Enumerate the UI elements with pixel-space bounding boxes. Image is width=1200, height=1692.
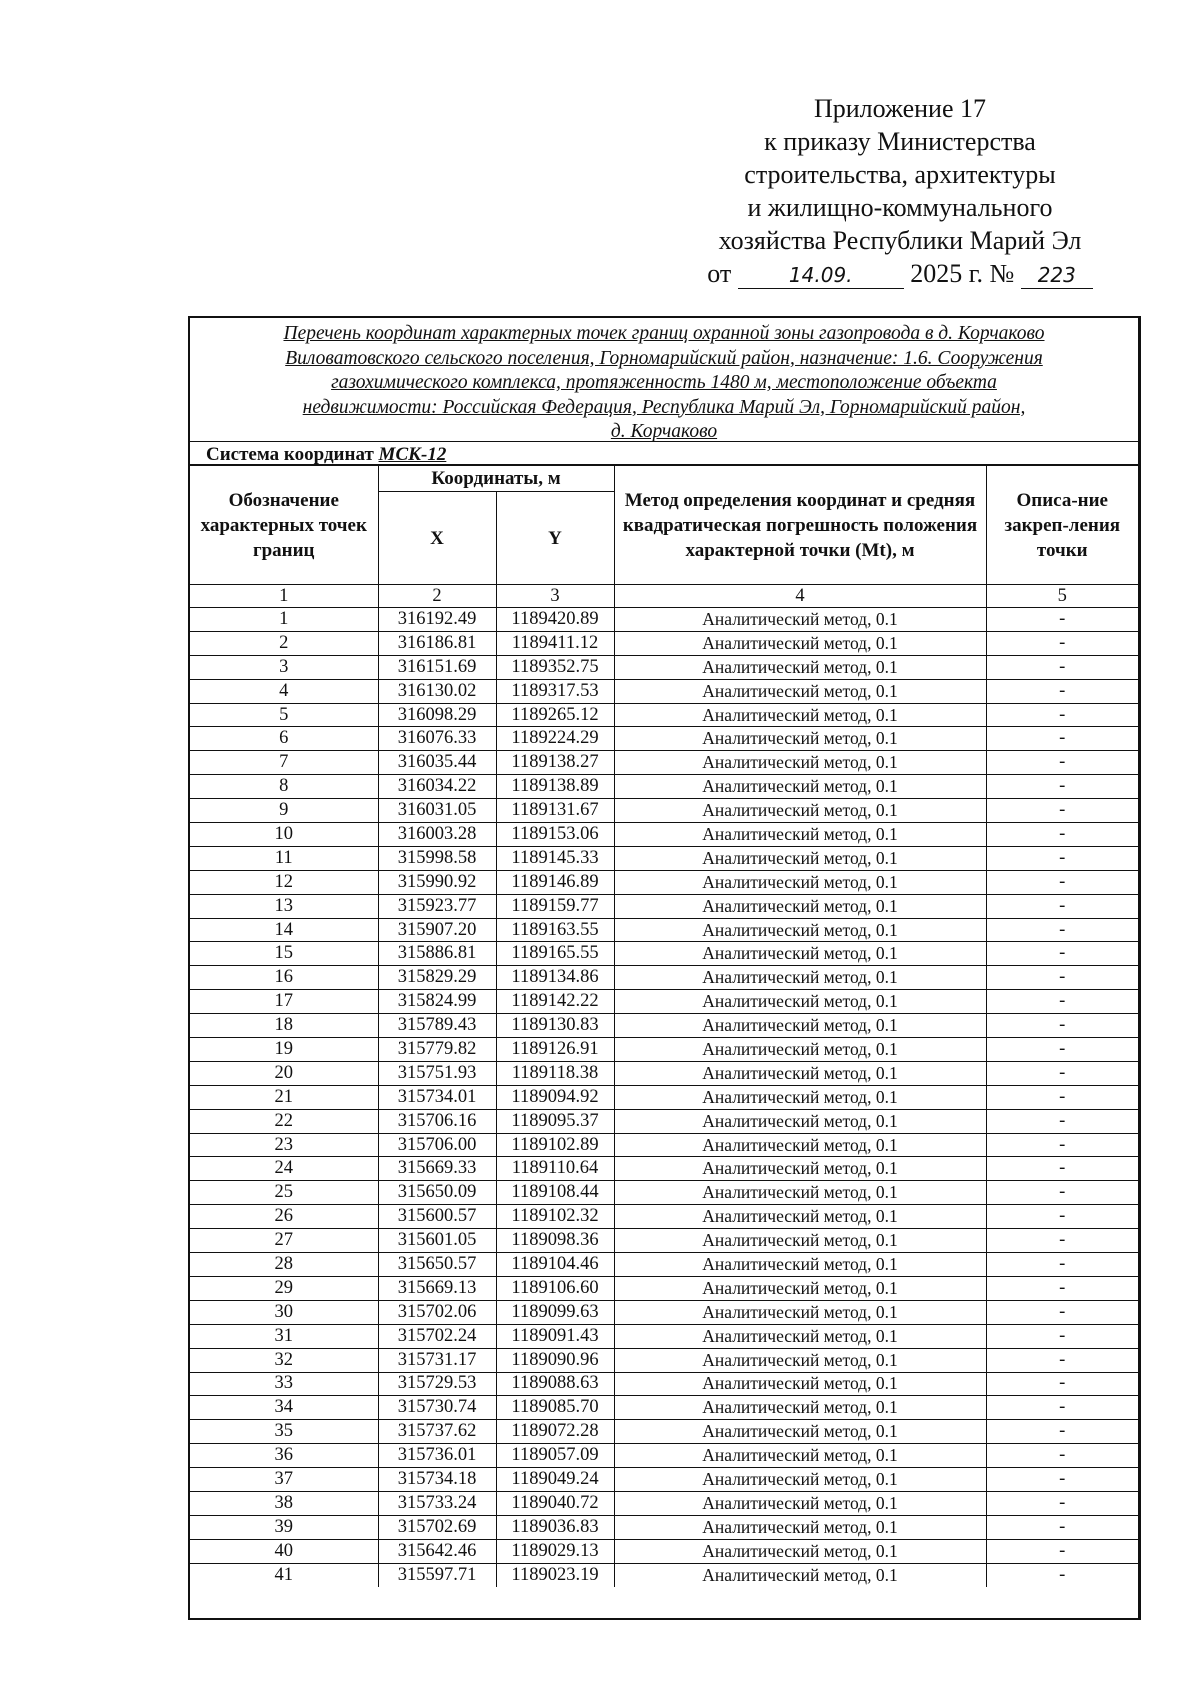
coordinates-table (190, 465, 1138, 1587)
description-cell: - (986, 966, 1138, 990)
y-coordinate: 1189095.37 (496, 1109, 614, 1133)
y-coordinate: 1189134.86 (496, 966, 614, 990)
table-row (190, 751, 1138, 775)
x-coordinate: 315702.69 (378, 1515, 496, 1539)
table-row (190, 966, 1138, 990)
header-line-order: к приказу Министерства (764, 127, 1036, 156)
point-number: 34 (190, 1396, 378, 1420)
point-number: 31 (190, 1324, 378, 1348)
y-coordinate: 1189146.89 (496, 870, 614, 894)
point-number: 32 (190, 1348, 378, 1372)
method-cell: Аналитический метод, 0.1 (614, 1420, 986, 1444)
method-cell: Аналитический метод, 0.1 (614, 894, 986, 918)
description-cell: - (986, 631, 1138, 655)
description-cell: - (986, 1396, 1138, 1420)
table-row (190, 1491, 1138, 1515)
point-number: 4 (190, 679, 378, 703)
y-coordinate: 1189411.12 (496, 631, 614, 655)
description-cell: - (986, 1109, 1138, 1133)
method-cell: Аналитический метод, 0.1 (614, 942, 986, 966)
table-row (190, 1061, 1138, 1085)
method-cell: Аналитический метод, 0.1 (614, 846, 986, 870)
x-coordinate: 315907.20 (378, 918, 496, 942)
description-cell: - (986, 751, 1138, 775)
table-row (190, 990, 1138, 1014)
method-cell: Аналитический метод, 0.1 (614, 751, 986, 775)
description-cell: - (986, 799, 1138, 823)
table-row (190, 655, 1138, 679)
description-cell: - (986, 1444, 1138, 1468)
description-cell: - (986, 1253, 1138, 1277)
y-coordinate: 1189072.28 (496, 1420, 614, 1444)
y-coordinate: 1189088.63 (496, 1372, 614, 1396)
table-row (190, 918, 1138, 942)
handwritten-order-number: 223 (1021, 262, 1093, 289)
y-coordinate: 1189138.89 (496, 775, 614, 799)
table-row (190, 1133, 1138, 1157)
x-coordinate: 315923.77 (378, 894, 496, 918)
table-row (190, 1205, 1138, 1229)
table-row (190, 1372, 1138, 1396)
x-coordinate: 315734.01 (378, 1085, 496, 1109)
method-cell: Аналитический метод, 0.1 (614, 1253, 986, 1277)
header-line-appendix: Приложение 17 (813, 94, 987, 123)
description-cell: - (986, 679, 1138, 703)
description-cell: - (986, 1468, 1138, 1492)
y-coordinate: 1189138.27 (496, 751, 614, 775)
method-cell: Аналитический метод, 0.1 (614, 655, 986, 679)
point-number: 14 (190, 918, 378, 942)
table-row (190, 942, 1138, 966)
description-cell: - (986, 1348, 1138, 1372)
description-cell: - (986, 870, 1138, 894)
x-coordinate: 315650.09 (378, 1181, 496, 1205)
point-number: 7 (190, 751, 378, 775)
table-row (190, 1157, 1138, 1181)
coordinate-system-row (190, 443, 1138, 465)
method-cell: Аналитический метод, 0.1 (614, 823, 986, 847)
table-row (190, 608, 1138, 632)
point-number: 12 (190, 870, 378, 894)
y-coordinate: 1189145.33 (496, 846, 614, 870)
header-line-ministry-1: строительства, архитектуры (744, 160, 1056, 189)
description-cell: - (986, 1539, 1138, 1563)
x-coordinate: 316151.69 (378, 655, 496, 679)
table-row (190, 1085, 1138, 1109)
x-coordinate: 315669.33 (378, 1157, 496, 1181)
y-coordinate: 1189023.19 (496, 1563, 614, 1586)
y-coordinate: 1189126.91 (496, 1038, 614, 1062)
point-number: 16 (190, 966, 378, 990)
table-row (190, 727, 1138, 751)
x-coordinate: 315650.57 (378, 1253, 496, 1277)
y-coordinate: 1189130.83 (496, 1014, 614, 1038)
y-coordinate: 1189153.06 (496, 823, 614, 847)
point-number: 27 (190, 1229, 378, 1253)
x-coordinate: 316031.05 (378, 799, 496, 823)
x-coordinate: 315600.57 (378, 1205, 496, 1229)
y-coordinate: 1189159.77 (496, 894, 614, 918)
col-number: 2 (378, 585, 496, 608)
table-row (190, 1420, 1138, 1444)
table-row (190, 1396, 1138, 1420)
description-cell: - (986, 1324, 1138, 1348)
x-coordinate: 315779.82 (378, 1038, 496, 1062)
description-cell: - (986, 1061, 1138, 1085)
coordinate-system-label: Система координат (206, 444, 374, 465)
y-coordinate: 1189118.38 (496, 1061, 614, 1085)
method-cell: Аналитический метод, 0.1 (614, 727, 986, 751)
point-number: 29 (190, 1276, 378, 1300)
table-row (190, 1276, 1138, 1300)
y-coordinate: 1189057.09 (496, 1444, 614, 1468)
x-coordinate: 316076.33 (378, 727, 496, 751)
title-line: Виловатовского сельского поселения, Горномарийский район, назначение: 1.6. Сооружения (285, 347, 1043, 369)
method-cell: Аналитический метод, 0.1 (614, 1133, 986, 1157)
x-coordinate: 315706.16 (378, 1109, 496, 1133)
table-row (190, 1324, 1138, 1348)
y-coordinate: 1189142.22 (496, 990, 614, 1014)
table-row (190, 1109, 1138, 1133)
description-cell: - (986, 1157, 1138, 1181)
point-number: 8 (190, 775, 378, 799)
x-coordinate: 315990.92 (378, 870, 496, 894)
x-coordinate: 315789.43 (378, 1014, 496, 1038)
description-cell: - (986, 775, 1138, 799)
x-coordinate: 315751.93 (378, 1061, 496, 1085)
description-cell: - (986, 703, 1138, 727)
table-row (190, 679, 1138, 703)
handwritten-date: 14.09. (738, 262, 904, 289)
table-row (190, 1444, 1138, 1468)
y-coordinate: 1189163.55 (496, 918, 614, 942)
point-number: 33 (190, 1372, 378, 1396)
x-coordinate: 316192.49 (378, 608, 496, 632)
x-coordinate: 315998.58 (378, 846, 496, 870)
point-number: 40 (190, 1539, 378, 1563)
x-coordinate: 315597.71 (378, 1563, 496, 1586)
point-number: 41 (190, 1563, 378, 1586)
method-cell: Аналитический метод, 0.1 (614, 1300, 986, 1324)
table-row (190, 870, 1138, 894)
y-coordinate: 1189108.44 (496, 1181, 614, 1205)
point-number: 19 (190, 1038, 378, 1062)
description-cell: - (986, 1205, 1138, 1229)
method-cell: Аналитический метод, 0.1 (614, 1539, 986, 1563)
description-cell: - (986, 1420, 1138, 1444)
method-cell: Аналитический метод, 0.1 (614, 1085, 986, 1109)
table-row (190, 1539, 1138, 1563)
title-line: газохимического комплекса, протяженность 1480 м, местоположение объекта (331, 372, 997, 393)
method-cell: Аналитический метод, 0.1 (614, 775, 986, 799)
x-coordinate: 315886.81 (378, 942, 496, 966)
year-label: 2025 г. № (910, 259, 1015, 288)
point-number: 25 (190, 1181, 378, 1205)
x-coordinate: 316035.44 (378, 751, 496, 775)
table-row (190, 1515, 1138, 1539)
method-cell: Аналитический метод, 0.1 (614, 1205, 986, 1229)
method-cell: Аналитический метод, 0.1 (614, 1491, 986, 1515)
description-cell: - (986, 1276, 1138, 1300)
description-cell: - (986, 655, 1138, 679)
method-cell: Аналитический метод, 0.1 (614, 1372, 986, 1396)
method-cell: Аналитический метод, 0.1 (614, 990, 986, 1014)
point-number: 37 (190, 1468, 378, 1492)
appendix-header (690, 92, 1110, 290)
description-cell: - (986, 1085, 1138, 1109)
description-cell: - (986, 727, 1138, 751)
col-header-coordinates: Координаты, м (378, 466, 614, 492)
col-number: 5 (986, 585, 1138, 608)
y-coordinate: 1189265.12 (496, 703, 614, 727)
description-cell: - (986, 1300, 1138, 1324)
method-cell: Аналитический метод, 0.1 (614, 1038, 986, 1062)
point-number: 9 (190, 799, 378, 823)
description-cell: - (986, 608, 1138, 632)
table-row (190, 1300, 1138, 1324)
method-cell: Аналитический метод, 0.1 (614, 918, 986, 942)
title-line: Перечень координат характерных точек границ охранной зоны газопровода в д. Корчаково (283, 323, 1045, 344)
table-row (190, 894, 1138, 918)
method-cell: Аналитический метод, 0.1 (614, 1468, 986, 1492)
y-coordinate: 1189094.92 (496, 1085, 614, 1109)
x-coordinate: 315642.46 (378, 1539, 496, 1563)
y-coordinate: 1189029.13 (496, 1539, 614, 1563)
y-coordinate: 1189110.64 (496, 1157, 614, 1181)
col-header-description: Описа-ние закреп-ления точки (986, 466, 1138, 585)
method-cell: Аналитический метод, 0.1 (614, 1276, 986, 1300)
description-cell: - (986, 1014, 1138, 1038)
point-number: 10 (190, 823, 378, 847)
table-row (190, 1468, 1138, 1492)
point-number: 13 (190, 894, 378, 918)
x-coordinate: 315731.17 (378, 1348, 496, 1372)
point-number: 39 (190, 1515, 378, 1539)
x-coordinate: 315706.00 (378, 1133, 496, 1157)
method-cell: Аналитический метод, 0.1 (614, 1109, 986, 1133)
y-coordinate: 1189165.55 (496, 942, 614, 966)
x-coordinate: 315730.74 (378, 1396, 496, 1420)
method-cell: Аналитический метод, 0.1 (614, 1324, 986, 1348)
method-cell: Аналитический метод, 0.1 (614, 1014, 986, 1038)
description-cell: - (986, 1038, 1138, 1062)
table-row (190, 1563, 1138, 1586)
x-coordinate: 315734.18 (378, 1468, 496, 1492)
x-coordinate: 316003.28 (378, 823, 496, 847)
description-cell: - (986, 823, 1138, 847)
point-number: 26 (190, 1205, 378, 1229)
method-cell: Аналитический метод, 0.1 (614, 1181, 986, 1205)
point-number: 18 (190, 1014, 378, 1038)
col-header-designation: Обозначение характерных точек границ (190, 466, 378, 585)
table-body (190, 608, 1138, 1587)
x-coordinate: 316098.29 (378, 703, 496, 727)
description-cell: - (986, 1491, 1138, 1515)
table-row (190, 1229, 1138, 1253)
title-line: д. Корчаково (610, 421, 718, 442)
point-number: 22 (190, 1109, 378, 1133)
method-cell: Аналитический метод, 0.1 (614, 679, 986, 703)
point-number: 36 (190, 1444, 378, 1468)
header-line-ministry-2: и жилищно-коммунального (747, 193, 1053, 222)
description-cell: - (986, 1563, 1138, 1586)
x-coordinate: 315733.24 (378, 1491, 496, 1515)
x-coordinate: 315669.13 (378, 1276, 496, 1300)
description-cell: - (986, 1372, 1138, 1396)
y-coordinate: 1189224.29 (496, 727, 614, 751)
point-number: 5 (190, 703, 378, 727)
header-date-line (690, 257, 1110, 290)
y-coordinate: 1189420.89 (496, 608, 614, 632)
x-coordinate: 315601.05 (378, 1229, 496, 1253)
title-line: недвижимости: Российская Федерация, Республика Марий Эл, Горномарийский район, (302, 396, 1026, 418)
col-header-x: X (378, 492, 496, 585)
x-coordinate: 315702.06 (378, 1300, 496, 1324)
method-cell: Аналитический метод, 0.1 (614, 1396, 986, 1420)
y-coordinate: 1189106.60 (496, 1276, 614, 1300)
y-coordinate: 1189102.32 (496, 1205, 614, 1229)
x-coordinate: 316034.22 (378, 775, 496, 799)
y-coordinate: 1189104.46 (496, 1253, 614, 1277)
col-header-y: Y (496, 492, 614, 585)
point-number: 20 (190, 1061, 378, 1085)
col-number: 3 (496, 585, 614, 608)
table-row (190, 1014, 1138, 1038)
description-cell: - (986, 1515, 1138, 1539)
x-coordinate: 316130.02 (378, 679, 496, 703)
method-cell: Аналитический метод, 0.1 (614, 1061, 986, 1085)
description-cell: - (986, 846, 1138, 870)
x-coordinate: 316186.81 (378, 631, 496, 655)
method-cell: Аналитический метод, 0.1 (614, 703, 986, 727)
description-cell: - (986, 1229, 1138, 1253)
from-label: от (707, 259, 732, 288)
table-row (190, 631, 1138, 655)
point-number: 28 (190, 1253, 378, 1277)
table-row (190, 775, 1138, 799)
y-coordinate: 1189099.63 (496, 1300, 614, 1324)
point-number: 15 (190, 942, 378, 966)
y-coordinate: 1189098.36 (496, 1229, 614, 1253)
method-cell: Аналитический метод, 0.1 (614, 631, 986, 655)
col-number: 1 (190, 585, 378, 608)
point-number: 21 (190, 1085, 378, 1109)
description-cell: - (986, 1133, 1138, 1157)
point-number: 30 (190, 1300, 378, 1324)
coordinate-system-value: МСК-12 (378, 444, 447, 465)
method-cell: Аналитический метод, 0.1 (614, 1444, 986, 1468)
point-number: 2 (190, 631, 378, 655)
y-coordinate: 1189091.43 (496, 1324, 614, 1348)
x-coordinate: 315736.01 (378, 1444, 496, 1468)
y-coordinate: 1189049.24 (496, 1468, 614, 1492)
y-coordinate: 1189036.83 (496, 1515, 614, 1539)
table-row (190, 823, 1138, 847)
coordinates-table-frame (188, 316, 1141, 1620)
point-number: 24 (190, 1157, 378, 1181)
method-cell: Аналитический метод, 0.1 (614, 1348, 986, 1372)
point-number: 23 (190, 1133, 378, 1157)
table-title (190, 318, 1138, 442)
method-cell: Аналитический метод, 0.1 (614, 870, 986, 894)
table-row (190, 846, 1138, 870)
x-coordinate: 315824.99 (378, 990, 496, 1014)
col-header-method: Метод определения координат и средняя квадратическая погрешность положения характерной точки (Mt), м (614, 466, 986, 585)
method-cell: Аналитический метод, 0.1 (614, 1229, 986, 1253)
description-cell: - (986, 1181, 1138, 1205)
description-cell: - (986, 942, 1138, 966)
table-row (190, 703, 1138, 727)
table-row (190, 1253, 1138, 1277)
y-coordinate: 1189352.75 (496, 655, 614, 679)
method-cell: Аналитический метод, 0.1 (614, 608, 986, 632)
y-coordinate: 1189090.96 (496, 1348, 614, 1372)
x-coordinate: 315729.53 (378, 1372, 496, 1396)
x-coordinate: 315829.29 (378, 966, 496, 990)
table-row (190, 1038, 1138, 1062)
method-cell: Аналитический метод, 0.1 (614, 1563, 986, 1586)
description-cell: - (986, 990, 1138, 1014)
point-number: 1 (190, 608, 378, 632)
point-number: 17 (190, 990, 378, 1014)
table-row (190, 1181, 1138, 1205)
method-cell: Аналитический метод, 0.1 (614, 1515, 986, 1539)
description-cell: - (986, 894, 1138, 918)
point-number: 38 (190, 1491, 378, 1515)
table-row (190, 799, 1138, 823)
table-row (190, 1348, 1138, 1372)
y-coordinate: 1189085.70 (496, 1396, 614, 1420)
point-number: 11 (190, 846, 378, 870)
point-number: 6 (190, 727, 378, 751)
y-coordinate: 1189102.89 (496, 1133, 614, 1157)
point-number: 3 (190, 655, 378, 679)
header-line-ministry-3: хозяйства Республики Марий Эл (718, 226, 1082, 255)
method-cell: Аналитический метод, 0.1 (614, 966, 986, 990)
x-coordinate: 315702.24 (378, 1324, 496, 1348)
x-coordinate: 315737.62 (378, 1420, 496, 1444)
method-cell: Аналитический метод, 0.1 (614, 799, 986, 823)
method-cell: Аналитический метод, 0.1 (614, 1157, 986, 1181)
col-number: 4 (614, 585, 986, 608)
point-number: 35 (190, 1420, 378, 1444)
y-coordinate: 1189131.67 (496, 799, 614, 823)
y-coordinate: 1189040.72 (496, 1491, 614, 1515)
description-cell: - (986, 918, 1138, 942)
y-coordinate: 1189317.53 (496, 679, 614, 703)
